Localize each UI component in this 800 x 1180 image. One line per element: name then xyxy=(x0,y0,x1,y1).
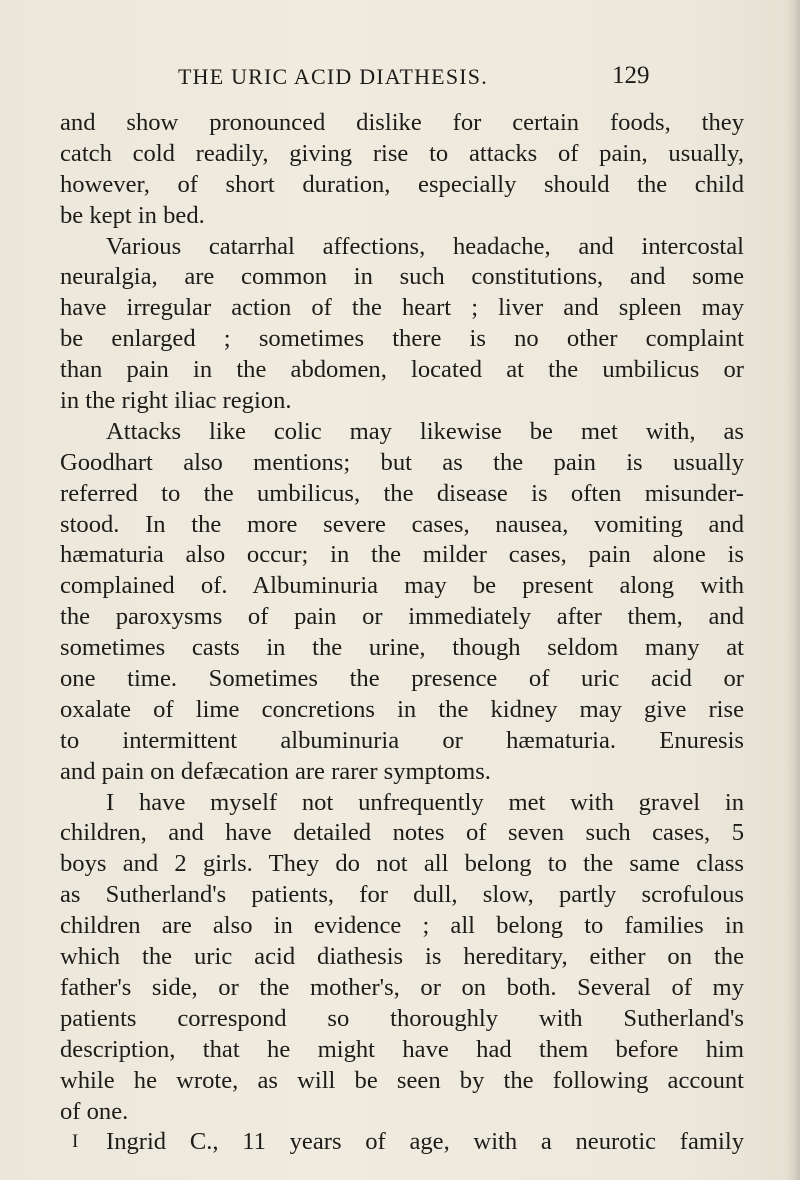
body-text xyxy=(60,108,744,1158)
text-line: description, that he might have had them before him xyxy=(60,1035,744,1063)
text-line: while he wrote, as will be seen by the following account xyxy=(60,1066,744,1094)
text-line: which the uric acid diathesis is hereditary, either on the xyxy=(60,943,744,971)
text-line: and pain on defæcation are rarer symptoms. xyxy=(60,757,491,785)
page-edge-shadow xyxy=(786,0,800,1180)
text-line: however, of short duration, especially should the child xyxy=(60,170,744,198)
page-number: 129 xyxy=(612,62,650,89)
text-line: children are also in evidence ; all belong to families in xyxy=(60,912,744,940)
text-line: have irregular action of the heart ; liver and spleen may xyxy=(60,294,744,322)
text-line: complained of. Albuminuria may be present along with xyxy=(60,572,744,600)
text-line: be enlarged ; sometimes there is no other complaint xyxy=(60,325,744,353)
text-line: neuralgia, are common in such constitutions, and some xyxy=(60,263,744,291)
text-line: catch cold readily, giving rise to attacks of pain, usually, xyxy=(60,139,744,167)
running-title: THE URIC ACID DIATHESIS. xyxy=(178,64,488,89)
text-line: I have myself not unfrequently met with gravel in xyxy=(106,788,744,816)
text-line: and show pronounced dislike for certain foods, they xyxy=(60,109,744,136)
text-line: than pain in the abdomen, located at the umbilicus or xyxy=(60,356,744,384)
text-line: Various catarrhal affections, headache, and intercostal xyxy=(106,232,744,260)
text-line: Attacks like colic may likewise be met with, as xyxy=(106,417,744,445)
text-line: to intermittent albuminuria or hæmaturia. Enuresis xyxy=(60,726,744,754)
signature-mark: I xyxy=(72,1131,79,1152)
text-line: stood. In the more severe cases, nausea, vomiting and xyxy=(60,510,744,538)
text-line: be kept in bed. xyxy=(60,201,205,229)
text-line: as Sutherland's patients, for dull, slow, partly scrofulous xyxy=(60,881,744,909)
text-line: the paroxysms of pain or immediately after them, and xyxy=(60,603,744,631)
text-line: children, and have detailed notes of seven such cases, 5 xyxy=(60,819,744,847)
text-line: in the right iliac region. xyxy=(60,387,292,415)
text-line: one time. Sometimes the presence of uric acid or xyxy=(60,665,744,693)
text-line: sometimes casts in the urine, though seldom many at xyxy=(60,634,744,662)
text-line: oxalate of lime concretions in the kidney may give rise xyxy=(60,695,744,723)
text-line: of one. xyxy=(60,1097,129,1125)
text-line: father's side, or the mother's, or on both. Several of my xyxy=(60,973,744,1001)
text-line: hæmaturia also occur; in the milder cases, pain alone is xyxy=(60,541,744,569)
text-line: referred to the umbilicus, the disease is often misunder- xyxy=(60,479,744,507)
text-line: patients correspond so thoroughly with Sutherland's xyxy=(60,1004,744,1032)
text-line: Ingrid C., 11 years of age, with a neurotic family xyxy=(106,1128,744,1156)
text-line: Goodhart also mentions; but as the pain is usually xyxy=(60,448,744,476)
text-line: boys and 2 girls. They do not all belong to the same class xyxy=(60,850,744,878)
